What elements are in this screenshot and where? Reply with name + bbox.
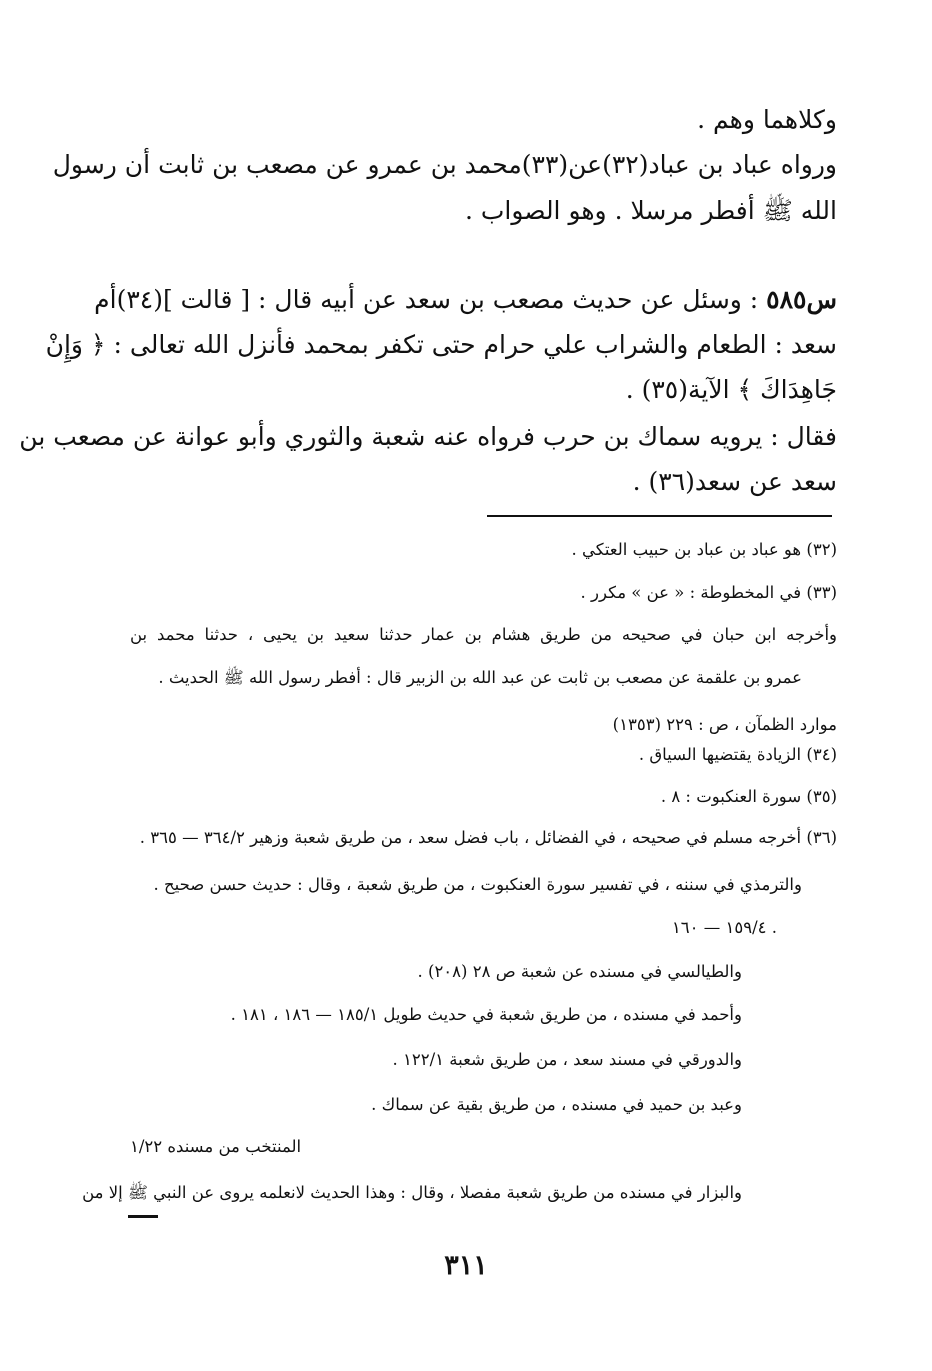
- footnote-36-body: وأحمد في مسنده ، من طريق شعبة في حديث طويل ١٨٥/١ — ١٨٦ ، ١٨١ .: [230, 1005, 742, 1024]
- question-line: [94, 285, 837, 314]
- footnote-36-body: وعبد بن حميد في مسنده ، من طريق بقية عن سماك .: [371, 1095, 742, 1114]
- footnote-36: (٣٦) أخرجه مسلم في صحيحه ، في الفضائل ، باب فضل سعد ، من طريق شعبة وزهير ٣٦٤/٢ — ٣٦٥ .: [139, 828, 837, 847]
- question-line: جَاهِدَاكَ ﴾ الآية(٣٥) .: [625, 375, 837, 404]
- footnote-36-body: والطيالسي في مسنده عن شعبة ص ٢٨ (٢٠٨) .: [417, 962, 742, 981]
- footnote-33-body: عمرو بن علقمة عن مصعب بن ثابت عن عبد الله بن الزبير قال : أفطر رسول الله ﷺ الحديث .: [158, 668, 802, 687]
- question-line: سعد : الطعام والشراب علي حرام حتى تكفر بمحمد فأنزل الله تعالى : ﴿ وَإِنْ: [45, 330, 837, 359]
- footnote-35: (٣٥) سورة العنكبوت : ٨ .: [660, 787, 837, 806]
- footnote-33-source: موارد الظمآن ، ص : ٢٢٩ (١٣٥٣): [612, 715, 837, 734]
- answer-line: فقال : يرويه سماك بن حرب فرواه عنه شعبة والثوري وأبو عوانة عن مصعب بن: [19, 422, 837, 451]
- question-text: : وسئل عن حديث مصعب بن سعد عن أبيه قال : [ قالت ](٣٤)أم: [94, 285, 759, 314]
- footnote-36-source: المنتخب من مسنده ١/٢٢: [130, 1137, 302, 1156]
- footnote-32: (٣٢) هو عباد بن عباد بن حبيب العتكي .: [571, 540, 837, 559]
- footnote-33-body: وأخرجه ابن حبان في صحيحه من طريق هشام بن عمار حدثنا سعيد بن يحيى ، حدثنا محمد بن: [130, 625, 837, 644]
- footnote-34: (٣٤) الزيادة يقتضيها السياق .: [638, 745, 837, 764]
- continuation-mark: [128, 1215, 158, 1218]
- page-number: ٣١١: [444, 1250, 488, 1281]
- footnote-36-body: والترمذي في سننه ، في تفسير سورة العنكبوت ، من طريق شعبة ، وقال : حديث حسن صحيح .: [153, 875, 802, 894]
- main-text-line: ورواه عباد بن عباد(٣٢)عن(٣٣)محمد بن عمرو عن مصعب بن ثابت أن رسول: [52, 150, 837, 179]
- footnote-36-body: والبزار في مسنده من طريق شعبة مفصلا ، وقال : وهذا الحديث لانعلمه يروى عن النبي ﷺ إلا من: [82, 1183, 742, 1202]
- footnote-36-body: ١٥٩/٤ — ١٦٠ .: [671, 918, 777, 937]
- answer-line: سعد عن سعد(٣٦) .: [632, 467, 837, 496]
- footnote-separator: [487, 515, 832, 517]
- main-text-line: وكلاهما وهم .: [697, 105, 837, 134]
- main-text-line: الله ﷺ أفطر مرسلا . وهو الصواب .: [464, 196, 837, 225]
- question-number: س٥٨٥: [766, 285, 837, 314]
- footnote-36-body: والدورقي في مسند سعد ، من طريق شعبة ١٢٢/١ .: [392, 1050, 742, 1069]
- footnote-33: (٣٣) في المخطوطة : « عن » مكرر .: [580, 583, 837, 602]
